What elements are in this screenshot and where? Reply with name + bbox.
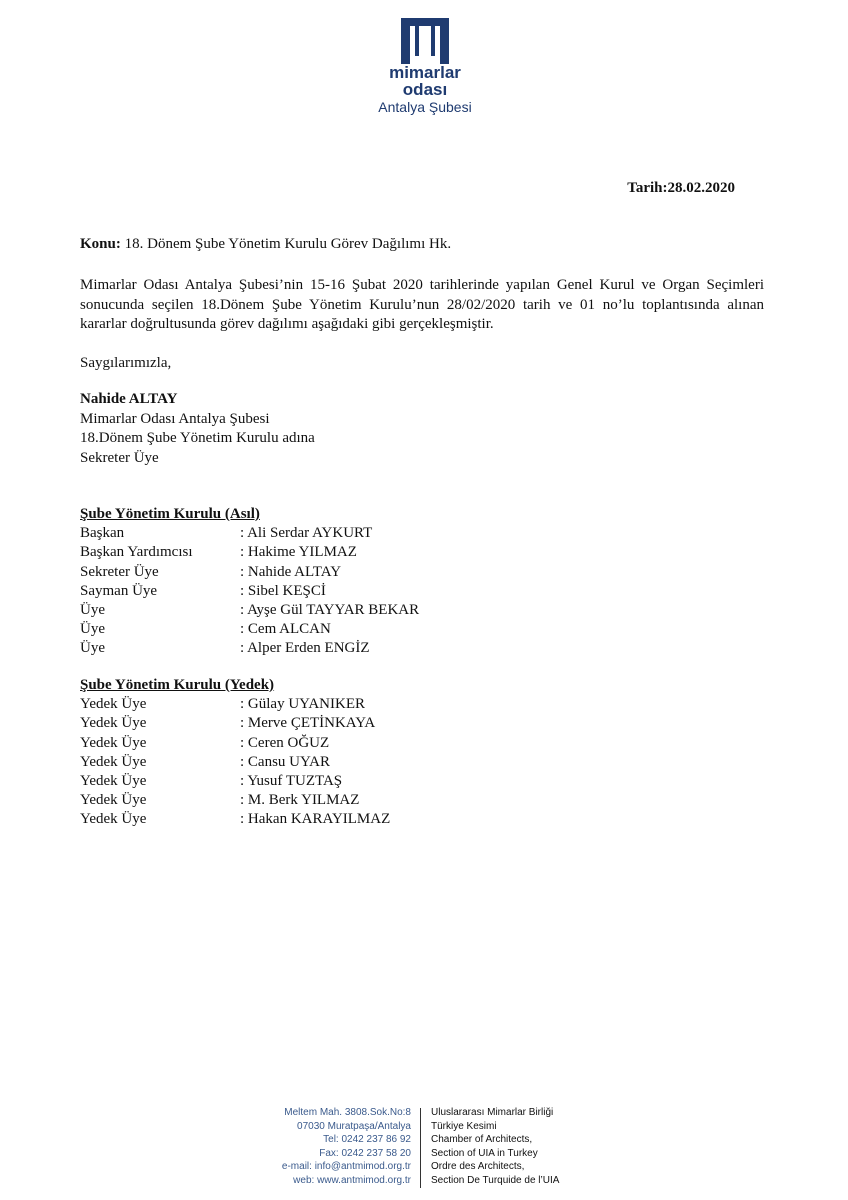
member-name: : Ceren OĞUZ xyxy=(240,734,330,751)
logo-mark-icon xyxy=(401,18,449,64)
board-primary-section xyxy=(80,505,419,659)
footer-affiliation-line: Section De Turquide de l’UIA xyxy=(431,1174,560,1186)
member-name: : Cem ALCAN xyxy=(240,621,331,638)
member-row xyxy=(80,524,419,543)
greeting: Saygılarımızla, xyxy=(80,355,172,371)
member-name: : Nahide ALTAY xyxy=(240,563,342,580)
footer-fax: Fax: 0242 237 58 20 xyxy=(319,1147,411,1159)
member-row xyxy=(80,543,419,562)
member-role: Yedek Üye xyxy=(80,734,147,751)
member-role: Başkan xyxy=(80,525,125,542)
member-role: Üye xyxy=(80,621,105,638)
footer-affiliation-line: Section of UIA in Turkey xyxy=(431,1147,538,1159)
member-name: : M. Berk YILMAZ xyxy=(240,792,360,809)
organization-logo xyxy=(370,18,480,116)
member-row xyxy=(80,791,390,810)
signature-block xyxy=(80,390,315,468)
member-row xyxy=(80,772,390,791)
member-role: Yedek Üye xyxy=(80,792,147,809)
member-row xyxy=(80,810,390,829)
signature-line: 18.Dönem Şube Yönetim Kurulu adına xyxy=(80,430,315,446)
subject-line xyxy=(80,236,451,253)
body-paragraph: Mimarlar Odası Antalya Şubesi’nin 15-16 Şubat 2020 tarihlerinde yapılan Genel Kurul ve Organ Seçimleri sonucunda seçilen 18.Dönem Şube Yönetim Kurulu’nun 28/02/2020 tarih ve 01 no’lu toplantısında alınan kararlar doğrultusunda görev dağılımı aşağıdaki gibi gerçekleşmiştir. xyxy=(80,277,764,332)
member-name: : Gülay UYANIKER xyxy=(240,696,365,713)
footer-divider xyxy=(420,1108,421,1188)
member-row xyxy=(80,753,390,772)
member-name: : Yusuf TUZTAŞ xyxy=(240,773,343,790)
member-role: Üye xyxy=(80,640,105,657)
member-role: Yedek Üye xyxy=(80,773,147,790)
signature-line: Sekreter Üye xyxy=(80,449,159,466)
member-row xyxy=(80,563,419,582)
logo-text-line2: odası xyxy=(402,80,448,99)
board-substitute-section xyxy=(80,676,390,830)
signature-line: Mimarlar Odası Antalya Şubesi xyxy=(80,410,270,427)
member-row xyxy=(80,714,390,733)
logo-text-line3: Antalya Şubesi xyxy=(378,99,472,115)
member-role: Sayman Üye xyxy=(80,582,158,599)
member-row xyxy=(80,734,390,753)
member-row xyxy=(80,639,419,658)
footer-affiliation xyxy=(431,1106,651,1188)
member-row xyxy=(80,695,390,714)
logo-text-line1: mimarlar xyxy=(389,63,461,82)
footer-affiliation-line: Uluslararası Mimarlar Birliği xyxy=(431,1107,554,1118)
footer-affiliation-line: Chamber of Architects, xyxy=(431,1134,533,1146)
footer-email: e-mail: info@antmimod.org.tr xyxy=(281,1161,411,1173)
member-name: : Ayşe Gül TAYYAR BEKAR xyxy=(240,602,420,619)
subject-label: Konu: xyxy=(80,236,121,252)
footer-phone: Tel: 0242 237 86 92 xyxy=(323,1134,411,1146)
member-role: Yedek Üye xyxy=(80,753,147,770)
member-row xyxy=(80,582,419,601)
subject-text: 18. Dönem Şube Yönetim Kurulu Görev Dağılımı Hk. xyxy=(120,236,452,252)
signatory-name: Nahide ALTAY xyxy=(80,391,178,407)
member-name: : Merve ÇETİNKAYA xyxy=(240,715,376,732)
member-name: : Ali Serdar AYKURT xyxy=(240,525,373,542)
section-title: Şube Yönetim Kurulu (Asıl) xyxy=(80,506,260,522)
member-role: Yedek Üye xyxy=(80,715,147,732)
member-role: Üye xyxy=(80,602,105,619)
footer-web: web: www.antmimod.org.tr xyxy=(293,1174,411,1186)
footer-address: Meltem Mah. 3808.Sok.No:8 xyxy=(284,1107,411,1118)
member-row xyxy=(80,601,419,620)
member-role: Yedek Üye xyxy=(80,696,147,713)
member-name: : Sibel KEŞCİ xyxy=(240,582,326,599)
footer-affiliation-line: Türkiye Kesimi xyxy=(431,1120,497,1132)
member-name: : Hakime YILMAZ xyxy=(240,544,357,561)
member-row xyxy=(80,620,419,639)
footer-affiliation-line: Ordre des Architects, xyxy=(431,1161,525,1173)
section-title: Şube Yönetim Kurulu (Yedek) xyxy=(80,677,275,693)
footer-contact xyxy=(191,1106,411,1188)
member-role: Başkan Yardımcısı xyxy=(80,544,193,561)
member-name: : Alper Erden ENGİZ xyxy=(240,640,370,657)
member-role: Sekreter Üye xyxy=(80,563,159,580)
member-role: Yedek Üye xyxy=(80,811,147,828)
footer-city: 07030 Muratpaşa/Antalya xyxy=(297,1120,411,1132)
document-date: Tarih:28.02.2020 xyxy=(627,180,735,196)
member-name: : Hakan KARAYILMAZ xyxy=(240,811,391,828)
member-name: : Cansu UYAR xyxy=(240,753,331,770)
